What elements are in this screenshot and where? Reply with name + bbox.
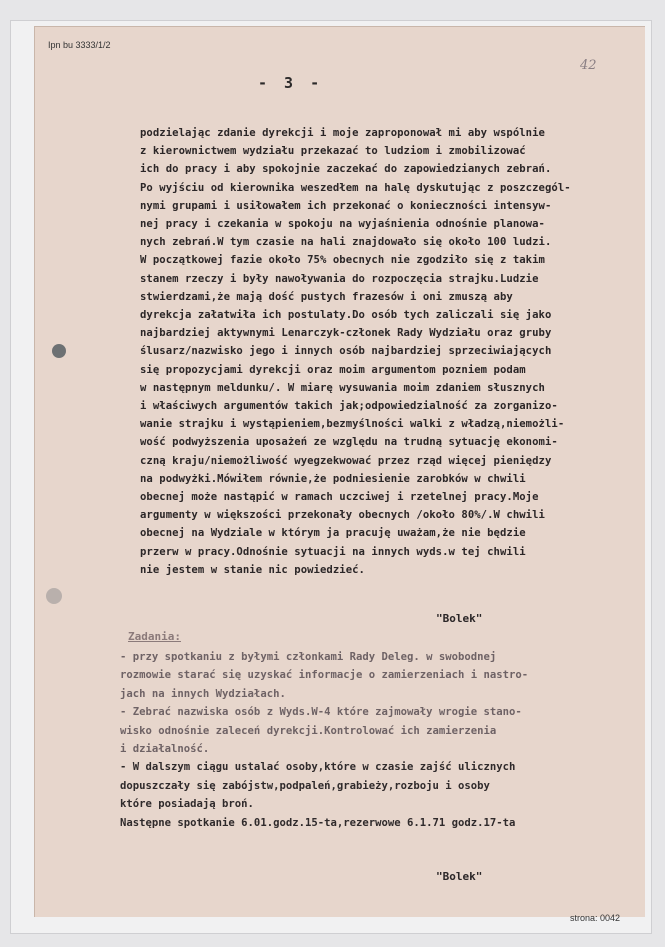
task-line: - przy spotkaniu z byłymi członkami Rady Deleg. w swobodnej <box>120 651 497 663</box>
body-line: najbardziej aktywnymi Lenarczyk-członek Rady Wydziału oraz gruby <box>140 327 552 340</box>
body-line: stwierdzami,że mają dość pustych frazesów i oni zmuszą aby <box>140 290 513 303</box>
body-line: z kierownictwem wydziału przekazać to ludziom i zmobilizować <box>140 145 526 158</box>
body-line: w następnym meldunku/. W miarę wysuwania moim zdaniem słusznych <box>140 381 545 394</box>
task-line: które posiadają broń. <box>120 798 254 811</box>
signature-bolek: "Bolek" <box>436 870 483 883</box>
body-line: Po wyjściu od kierownika weszedłem na halę dyskutując z poszczegól- <box>140 181 571 194</box>
body-line: ślusarz/nazwisko jego i innych osób najbardziej sprzeciwiających <box>140 345 552 358</box>
tasks-list <box>120 648 640 832</box>
task-line: rozmowie starać się uzyskać informacje o zamierzeniach i nastro- <box>120 669 529 682</box>
body-line: wość podwyższenia uposażeń ze względu na trudną sytuację ekonomi- <box>140 436 558 449</box>
body-line: przerw w pracy.Odnośnie sytuacji na innych wyds.w tej chwili <box>140 545 526 558</box>
body-line: dyrekcja załatwiła ich postulaty.Do osób tych zaliczali się jako <box>140 309 552 322</box>
tasks-heading: Zadania: <box>128 630 181 643</box>
page-number: - 3 - <box>258 74 324 92</box>
body-line: obecnej na Wydziale w którym ja pracuję uważam,że nie będzie <box>140 527 526 540</box>
folio-annotation: 42 <box>580 58 597 73</box>
task-line: wisko odnośnie zaleceń dyrekcji.Kontrolować ich zamierzenia <box>120 724 497 737</box>
body-line: wanie strajku i wystąpieniem,bezmyślności walki z władzą,niemożli- <box>140 418 565 431</box>
body-line: nie jestem w stanie nic powiedzieć. <box>140 563 365 576</box>
body-line: i właściwych argumentów takich jak;odpowiedzialność za zorganizo- <box>140 400 558 413</box>
task-line: - Zebrać nazwiska osób z Wyds.W-4 które zajmowały wrogie stano- <box>120 706 522 719</box>
task-line: dopuszczały się zabójstw,podpaleń,grabieży,rozboju i osoby <box>120 779 490 792</box>
body-line: czną kraju/niemożliwość wyegzekwować przez rząd więcej pieniędzy <box>140 454 552 467</box>
body-line: argumenty w większości przekonały obecnych /około 80%/.W chwili <box>140 509 545 522</box>
signature-bolek: "Bolek" <box>436 612 483 625</box>
page-label: strona: 0042 <box>570 913 621 923</box>
body-line: nymi grupami i usiłowałem ich przekonać o konieczności intensyw- <box>140 199 552 212</box>
body-line: na podwyżki.Mówiłem równie,że podniesienie zarobków w chwili <box>140 472 526 485</box>
body-line: W początkowej fazie około 75% obecnych nie zgodziło się z takim <box>140 254 545 267</box>
punch-hole-icon <box>52 344 66 358</box>
body-line: nej pracy i czekania w spokoju na wyjaśnienia odnośnie planowa- <box>140 218 545 231</box>
body-line: nych zebrań.W tym czasie na hali znajdowało się około 100 ludzi. <box>140 236 552 249</box>
next-meeting-line: Następne spotkanie 6.01.godz.15-ta,rezerwowe 6.1.71 godz.17-ta <box>120 816 516 829</box>
archive-reference: Ipn bu 3333/1/2 <box>48 40 111 50</box>
task-line: jach na innych Wydziałach. <box>120 687 286 700</box>
punch-hole-icon <box>46 588 62 604</box>
body-line: obecnej może nastąpić w ramach uczciwej i rzetelnej pracy.Moje <box>140 491 539 504</box>
task-line: i działalność. <box>120 743 210 756</box>
body-line: się propozycjami dyrekcji oraz moim argumentom pozniem podam <box>140 363 526 376</box>
body-line: stanem rzeczy i były nawoływania do rozpoczęcia strajku.Ludzie <box>140 272 539 285</box>
report-body <box>140 124 640 579</box>
body-line: podzielając zdanie dyrekcji i moje zaproponował mi aby wspólnie <box>140 127 545 139</box>
task-line: - W dalszym ciągu ustalać osoby,które w czasie zajść ulicznych <box>120 761 516 774</box>
body-line: ich do pracy i aby spokojnie zaczekać do zapowiedzianych zebrań. <box>140 163 552 176</box>
